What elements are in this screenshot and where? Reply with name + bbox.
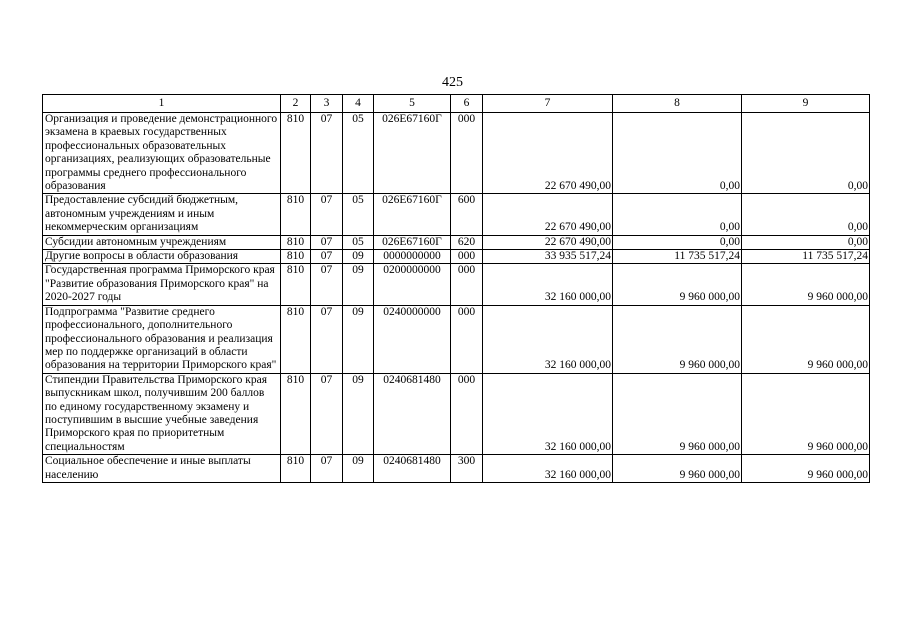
cell-ministry-code: 810 xyxy=(281,250,311,264)
header-row xyxy=(43,95,870,113)
cell-amount: 9 960 000,00 xyxy=(613,373,742,454)
header-cell: 2 xyxy=(281,95,311,113)
cell-subsection: 05 xyxy=(343,194,374,235)
table-row xyxy=(43,264,870,305)
cell-subsection: 09 xyxy=(343,455,374,483)
cell-expense-type: 000 xyxy=(451,305,483,373)
cell-target-article: 026Е67160Г xyxy=(374,194,451,235)
header-cell: 9 xyxy=(742,95,870,113)
table-row xyxy=(43,235,870,249)
cell-amount: 0,00 xyxy=(742,194,870,235)
table-row xyxy=(43,113,870,194)
cell-ministry-code: 810 xyxy=(281,194,311,235)
cell-section: 07 xyxy=(311,264,343,305)
table-row xyxy=(43,373,870,454)
cell-amount: 0,00 xyxy=(613,194,742,235)
cell-expense-type: 000 xyxy=(451,373,483,454)
cell-amount: 0,00 xyxy=(742,235,870,249)
cell-section: 07 xyxy=(311,113,343,194)
row-name: Социальное обеспечение и иные выплаты населению xyxy=(43,455,281,483)
cell-amount: 0,00 xyxy=(613,113,742,194)
cell-expense-type: 000 xyxy=(451,264,483,305)
cell-subsection: 05 xyxy=(343,113,374,194)
cell-amount: 22 670 490,00 xyxy=(483,235,613,249)
cell-section: 07 xyxy=(311,455,343,483)
cell-section: 07 xyxy=(311,194,343,235)
cell-amount: 9 960 000,00 xyxy=(742,455,870,483)
cell-ministry-code: 810 xyxy=(281,235,311,249)
row-name: Подпрограмма "Развитие среднего профессионального, дополнительного профессионального образования и реализация мер по поддержке организаций в области образования на территории Приморского края" xyxy=(43,305,281,373)
cell-amount: 0,00 xyxy=(742,113,870,194)
cell-amount: 9 960 000,00 xyxy=(613,264,742,305)
cell-amount: 9 960 000,00 xyxy=(613,455,742,483)
cell-subsection: 09 xyxy=(343,264,374,305)
cell-amount: 9 960 000,00 xyxy=(742,373,870,454)
table-row xyxy=(43,194,870,235)
cell-amount: 11 735 517,24 xyxy=(742,250,870,264)
cell-section: 07 xyxy=(311,305,343,373)
table-row xyxy=(43,250,870,264)
cell-amount: 32 160 000,00 xyxy=(483,373,613,454)
row-name: Стипендии Правительства Приморского края выпускникам школ, получившим 200 баллов по единому государственному экзамену и поступившим в высшие учебные заведения Приморского края по приоритетным специальностям xyxy=(43,373,281,454)
cell-amount: 11 735 517,24 xyxy=(613,250,742,264)
header-cell: 3 xyxy=(311,95,343,113)
cell-section: 07 xyxy=(311,373,343,454)
table-row xyxy=(43,305,870,373)
cell-section: 07 xyxy=(311,250,343,264)
cell-subsection: 09 xyxy=(343,250,374,264)
cell-ministry-code: 810 xyxy=(281,455,311,483)
cell-amount: 9 960 000,00 xyxy=(742,305,870,373)
cell-amount: 9 960 000,00 xyxy=(742,264,870,305)
header-cell: 4 xyxy=(343,95,374,113)
cell-target-article: 0240681480 xyxy=(374,373,451,454)
cell-subsection: 09 xyxy=(343,305,374,373)
row-name: Организация и проведение демонстрационного экзамена в краевых государственных профессиональных образовательных организациях, реализующих образовательные программы среднего профессионального образования xyxy=(43,113,281,194)
cell-subsection: 09 xyxy=(343,373,374,454)
row-name: Предоставление субсидий бюджетным, автономным учреждениям и иным некоммерческим организациям xyxy=(43,194,281,235)
cell-target-article: 0240681480 xyxy=(374,455,451,483)
cell-expense-type: 000 xyxy=(451,113,483,194)
cell-target-article: 026Е67160Г xyxy=(374,113,451,194)
cell-amount: 32 160 000,00 xyxy=(483,264,613,305)
cell-amount: 32 160 000,00 xyxy=(483,455,613,483)
budget-table xyxy=(42,94,870,483)
cell-amount: 9 960 000,00 xyxy=(613,305,742,373)
cell-target-article: 0000000000 xyxy=(374,250,451,264)
cell-target-article: 0200000000 xyxy=(374,264,451,305)
header-cell: 8 xyxy=(613,95,742,113)
row-name: Субсидии автономным учреждениям xyxy=(43,235,281,249)
table-row xyxy=(43,455,870,483)
cell-ministry-code: 810 xyxy=(281,373,311,454)
cell-ministry-code: 810 xyxy=(281,305,311,373)
cell-section: 07 xyxy=(311,235,343,249)
cell-subsection: 05 xyxy=(343,235,374,249)
cell-expense-type: 600 xyxy=(451,194,483,235)
header-cell: 7 xyxy=(483,95,613,113)
cell-amount: 0,00 xyxy=(613,235,742,249)
cell-target-article: 0240000000 xyxy=(374,305,451,373)
cell-expense-type: 000 xyxy=(451,250,483,264)
header-cell: 1 xyxy=(43,95,281,113)
cell-amount: 32 160 000,00 xyxy=(483,305,613,373)
cell-expense-type: 300 xyxy=(451,455,483,483)
cell-ministry-code: 810 xyxy=(281,113,311,194)
page-number: 425 xyxy=(442,75,463,90)
header-cell: 5 xyxy=(374,95,451,113)
cell-target-article: 026Е67160Г xyxy=(374,235,451,249)
row-name: Другие вопросы в области образования xyxy=(43,250,281,264)
cell-ministry-code: 810 xyxy=(281,264,311,305)
cell-amount: 22 670 490,00 xyxy=(483,194,613,235)
cell-amount: 22 670 490,00 xyxy=(483,113,613,194)
row-name: Государственная программа Приморского края "Развитие образования Приморского края" на 2020-2027 годы xyxy=(43,264,281,305)
cell-expense-type: 620 xyxy=(451,235,483,249)
header-cell: 6 xyxy=(451,95,483,113)
cell-amount: 33 935 517,24 xyxy=(483,250,613,264)
